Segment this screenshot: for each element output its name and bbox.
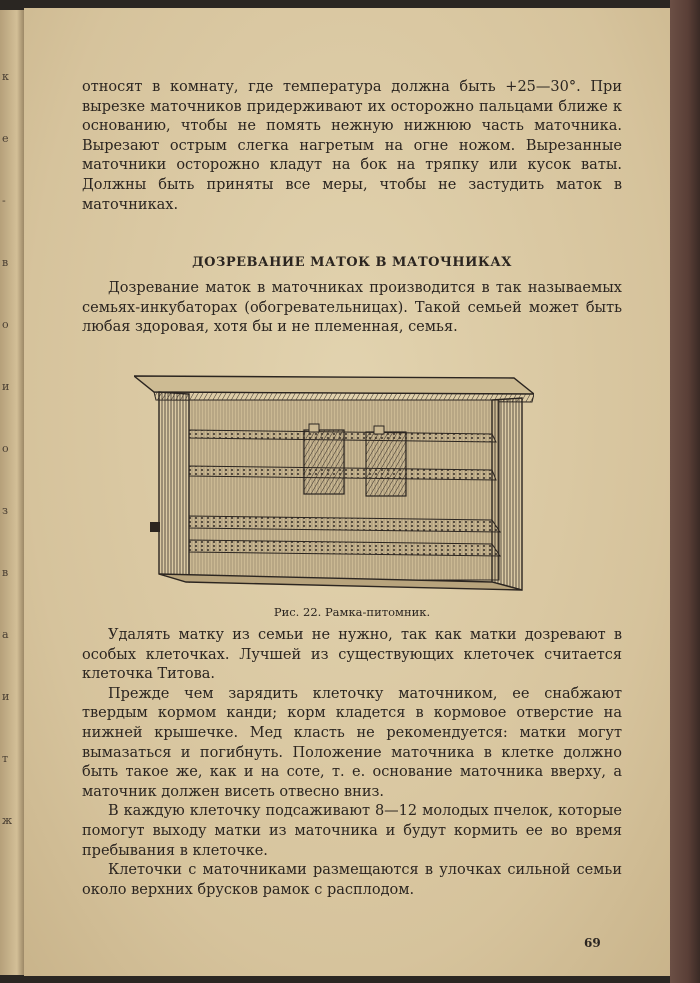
paragraph-young-bees: В каждую клеточку подсаживают 8—12 молодых пчелок, которые помогут выходу матки из маточника и будут кормить ее во время пребывания в клеточке.	[82, 803, 622, 859]
previous-page-fragment: в	[2, 566, 9, 579]
previous-page-fragment: з	[2, 504, 8, 517]
nursery-frame-illustration	[134, 368, 534, 596]
body-text-block	[82, 626, 622, 900]
previous-page-fragment: о	[2, 318, 9, 331]
book-page	[24, 8, 670, 976]
paragraph-cage-preparation: Прежде чем зарядить клеточку маточником, ее снабжают твердым кормом канди; корм кладется в кормовое отверстие на нижней крышечке. Мед класть не рекомендуется: матки могут вымазаться и погибнуть. Положение маточника в клетке должно быть такое же, как и на соте, т. е. основание маточника вверху, а маточник должен висеть отвесно вниз.	[82, 685, 622, 800]
paragraph-text: относят в комнату, где температура должна быть +25—30°. При вырезке маточников придерживают их осторожно пальцами ближе к основанию, чтобы не помять нежную нижнюю часть маточника. Вырезают острым слегка нагретым на огне ножом. Вырезанные маточники осторожно кладут на бок на тряпку или кусок ваты. Должны быть приняты все меры, чтобы не застудить маток в маточниках.	[82, 79, 622, 213]
previous-page-fragment: -	[2, 194, 6, 207]
previous-page-fragment: о	[2, 442, 9, 455]
previous-page-fragment: а	[2, 628, 9, 641]
previous-page-fragment: в	[2, 256, 9, 269]
previous-page-fragment: и	[2, 690, 10, 703]
previous-page-fragment: т	[2, 752, 9, 765]
paragraph-cage-placement: Клеточки с маточниками размещаются в улочках сильной семьи около верхних брусков рамок с расплодом.	[82, 862, 622, 898]
paragraph-continued	[82, 78, 622, 215]
paragraph-remove-queen: Удалять матку из семьи не нужно, так как матки дозревают в особых клеточках. Лучшей из существующих клеточек считается клеточка Титова.	[82, 627, 622, 683]
paragraph-text: Дозревание маток в маточниках производится в так называемых семьях-инкубаторах (обогревательницах). Такой семьей может быть любая здоровая, хотя бы и не племенная, семья.	[82, 280, 622, 336]
previous-page-fragment: к	[2, 70, 9, 83]
previous-page-fragment: и	[2, 380, 10, 393]
page-number: 69	[584, 936, 601, 950]
previous-page-edge	[0, 10, 24, 975]
book-cover-edge	[670, 0, 700, 983]
section-heading: ДОЗРЕВАНИЕ МАТОК В МАТОЧНИКАХ	[192, 255, 512, 270]
figure-nursery-frame	[134, 368, 534, 596]
previous-page-fragment: ж	[2, 814, 13, 827]
figure-caption: Рис. 22. Рамка-питомник.	[273, 605, 431, 619]
paragraph-incubator	[82, 279, 622, 338]
previous-page-fragment: е	[2, 132, 9, 145]
